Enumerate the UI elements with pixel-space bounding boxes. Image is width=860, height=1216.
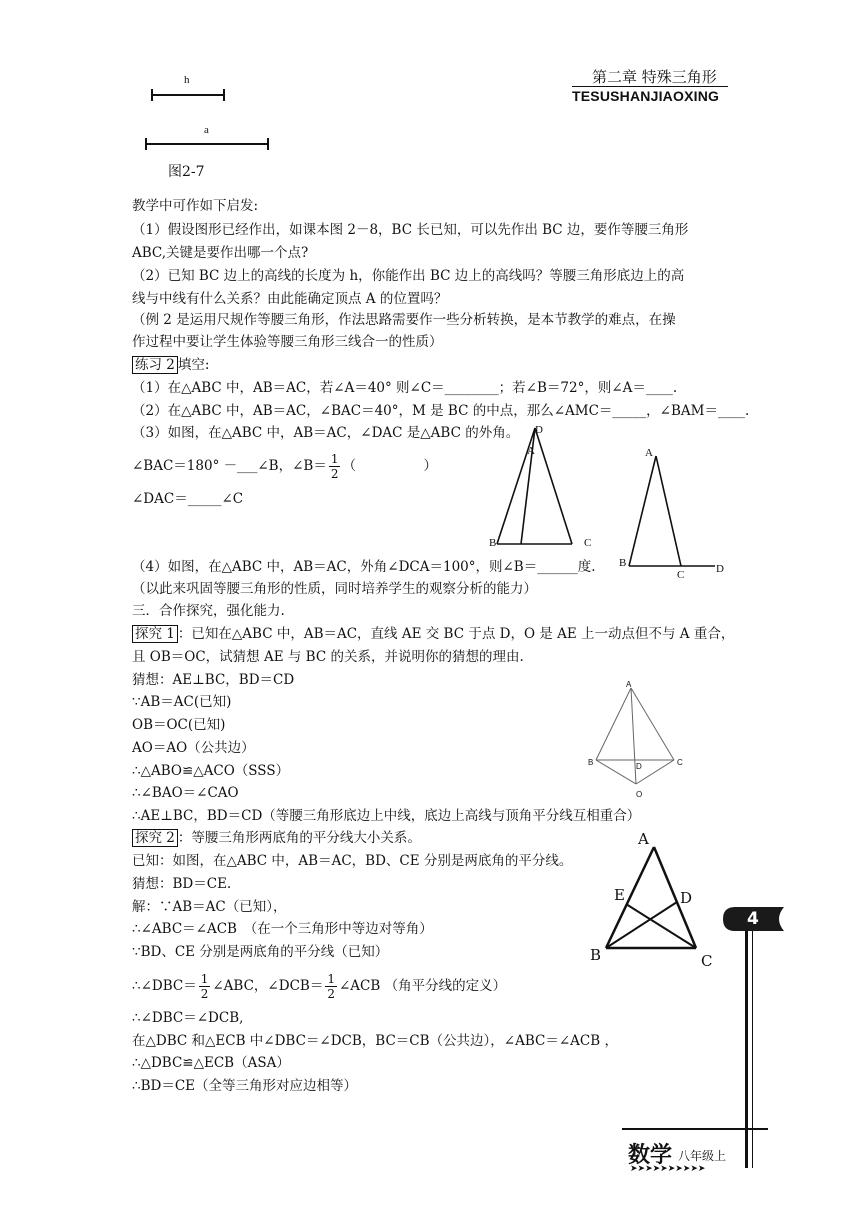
text-line: OB＝OC(已知) [132,717,226,733]
figure-caption: 图2-7 [168,164,205,180]
segment-a [142,137,274,151]
text-line: 教学中可作如下启发: [132,198,259,214]
vertex-label: D [535,424,543,436]
text-line: （1）假设图形已经作出，如课本图 2－8，BC 长已知，可以先作出 BC 边，要作等腰三角形 [132,222,689,238]
text-line-fraction: ∠BAC＝180° －___∠B，∠B＝ $\frac{1}{2}$ （ ） [132,452,437,481]
footer-grade: 八年级上 [678,1149,727,1163]
text-line: （2）在△ABC 中，AB＝AC，∠BAC＝40°，M 是 BC 的中点，那么∠AMC＝_____，∠BAM＝____. [132,403,750,419]
vertex-label: A [626,680,632,689]
margin-rule-thin [752,928,753,1168]
segment-a-label: a [204,124,209,136]
text-line: ABC,关键是要作出哪一个点? [132,245,309,261]
text-line: 已知：如图，在△ABC 中，AB＝AC，BD、CE 分别是两底角的平分线。 [132,853,573,869]
footer-arrows: ➤➤➤➤➤➤➤➤➤➤ [630,1164,706,1174]
chapter-pinyin: TESUSHANJIAOXING [572,88,720,104]
fraction-half: $\frac{1}{2}$ [327,972,335,1001]
page-number: 4 [747,909,759,929]
text-line: ∵AB＝AC(已知) [132,694,232,710]
figure-explore-1 [590,680,690,790]
text-line: （1）在△ABC 中，AB＝AC，若∠A＝40° 则∠C＝________；若∠B＝72°，则∠A＝____. [132,380,678,396]
explore-1-box: 探究 1 [132,625,178,643]
vertex-label: D [680,889,693,907]
fraction-half: $\frac{1}{2}$ [200,972,209,1001]
text-line: ∴△ABO≌△ACO（SSS） [132,763,290,779]
footer-rule [622,1128,768,1130]
text-line: ∴△DBC≌△ECB（ASA） [132,1055,290,1071]
margin-rule [745,928,748,1168]
figure-exercise-3 [484,420,604,555]
text-line: ∴∠ABC＝∠ACB （在一个三角形中等边对等角） [132,921,433,937]
vertex-label: C [677,758,683,767]
exercise-2-box: 练习 2 [132,356,178,374]
vertex-label: O [636,790,643,799]
vertex-label: A [527,445,535,457]
text-line: 解：∵AB＝AC（已知）， [132,899,287,915]
vertex-label: C [677,569,685,581]
text-line: ∴∠BAO＝∠CAO [132,785,239,801]
vertex-label: E [614,886,625,904]
segment-h [148,88,230,102]
vertex-label: B [489,537,497,549]
vertex-label: B [590,946,602,964]
text-line: （4）如图，在△ABC 中，AB＝AC，外角∠DCA＝100°，则∠B＝______度. [132,559,596,575]
header-underline [572,86,728,87]
text-line: ∵BD、CE 分别是两底角的平分线（已知） [132,944,389,960]
text-line: AO＝AO（公共边） [132,740,255,756]
fraction-half: $\frac{1}{2}$ [330,452,339,481]
vertex-label: B [588,758,594,767]
footer-subject: 数学 [628,1143,673,1168]
explore-1-line: 探究 1 ：已知在△ABC 中，AB＝AC，直线 AE 交 BC 于点 D，O 是 AE 上一动点但不与 A 重合， [132,624,734,644]
exercise-2-heading: 练习 2 填空: [132,355,209,375]
text-line: ∴BD＝CE（全等三角形对应边相等） [132,1078,358,1094]
vertex-label: B [619,557,627,569]
chapter-title: 第二章 特殊三角形 [592,68,717,86]
text-line: 作过程中要让学生体验等腰三角形三线合一的性质） [132,334,443,350]
text-line: （例 2 是运用尺规作等腰三角形，作法思路需要作一些分析转换，是本节教学的难点，在操 [132,312,676,328]
text-line: ∠DAC＝_____∠C [132,491,244,507]
vertex-label: A [645,447,653,459]
text-line: 线与中线有什么关系？由此能确定顶点 A 的位置吗？ [132,291,448,307]
text-line: 在△DBC 和△ECB 中∠DBC＝∠DCB，BC＝CB（公共边），∠ABC＝∠ACB ， [132,1033,618,1049]
text-line: ∴∠DBC＝∠DCB, [132,1010,244,1026]
text-line: （以此来巩固等腰三角形的性质，同时培养学生的观察分析的能力） [132,581,537,597]
text-line-fractions: ∴∠DBC＝ $\frac{1}{2}$ ∠ABC，∠DCB＝ $\frac{1}{2}$ ∠ACB （角平分线的定义） [132,972,507,1001]
vertex-label: A [638,830,649,848]
vertex-label: C [584,537,592,549]
section-heading: 三．合作探究，强化能力. [132,603,285,619]
text-line: （3）如图，在△ABC 中，AB＝AC，∠DAC 是△ABC 的外角。 [132,425,520,441]
vertex-label: D [716,563,724,575]
vertex-label: D [636,762,642,771]
text-line: 且 OB＝OC，试猜想 AE 与 BC 的关系，并说明你的猜想的理由. [132,649,524,665]
text-line: ∴AE⊥BC，BD＝CD（等腰三角形底边上中线，底边上高线与顶角平分线互相重合） [132,808,641,824]
vertex-label: C [701,952,713,970]
text-line: 猜想：AE⊥BC，BD＝CD [132,672,295,688]
explore-2-line: 探究 2 ：等腰三角形两底角的平分线大小关系。 [132,828,421,848]
explore-2-box: 探究 2 [132,829,178,847]
figure-exercise-4 [622,440,732,570]
text-line: 猜想：BD＝CE. [132,876,232,892]
segment-h-label: h [184,74,190,86]
text-line: （2）已知 BC 边上的高线的长度为 h，你能作出 BC 边上的高线吗？等腰三角形底边上的高 [132,268,685,284]
